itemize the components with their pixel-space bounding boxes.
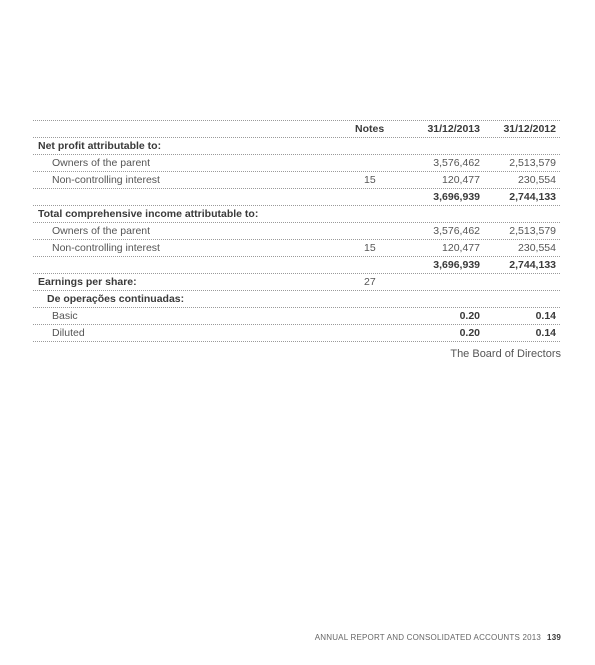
value-2012: 2,513,579 [509,157,556,169]
page-number: 139 [547,633,561,642]
header-2013: 31/12/2013 [427,123,480,135]
row-label: Owners of the parent [52,225,151,237]
value-2012: 2,513,579 [509,225,556,237]
value-2012: 230,554 [518,242,556,254]
financial-table [33,120,560,342]
row-label: Owners of the parent [52,157,151,169]
value-2013: 3,576,462 [433,157,480,169]
table-row [33,206,560,223]
table-row [33,155,560,172]
signoff-text: The Board of Directors [450,348,561,360]
total-row [33,257,560,274]
row-notes: 15 [364,242,376,254]
value-2013: 120,477 [442,174,480,186]
row-notes: 27 [364,276,376,288]
footer-text: ANNUAL REPORT AND CONSOLIDATED ACCOUNTS 2013 [314,633,542,642]
header-2012: 31/12/2012 [503,123,556,135]
row-label: Net profit attributable to: [38,140,162,152]
table-header-row [33,120,560,138]
row-label: Total comprehensive income attributable to: [38,208,259,220]
row-notes: 15 [364,174,376,186]
value-2013: 120,477 [442,242,480,254]
total-2012: 2,744,133 [509,191,556,203]
table-row [33,240,560,257]
row-label: Earnings per share: [38,276,137,288]
total-row [33,189,560,206]
value-2012: 230,554 [518,174,556,186]
value-2013: 3,576,462 [433,225,480,237]
row-label: Non-controlling interest [52,174,160,186]
header-notes: Notes [355,123,385,135]
total-2012: 2,744,133 [509,259,556,271]
row-label: Non-controlling interest [52,242,160,254]
value-2013: 0.20 [459,327,480,339]
page-footer [315,633,561,642]
table-row [33,274,560,291]
table-row [33,138,560,155]
row-label: De operações continuadas: [47,293,185,305]
row-label: Basic [52,310,78,322]
table-row [33,223,560,240]
value-2012: 0.14 [535,327,556,339]
row-label: Diluted [52,327,85,339]
table-row [33,325,560,342]
total-2013: 3,696,939 [433,191,480,203]
table-row [33,291,560,308]
value-2013: 0.20 [459,310,480,322]
total-2013: 3,696,939 [433,259,480,271]
table-row [33,172,560,189]
value-2012: 0.14 [535,310,556,322]
table-row [33,308,560,325]
